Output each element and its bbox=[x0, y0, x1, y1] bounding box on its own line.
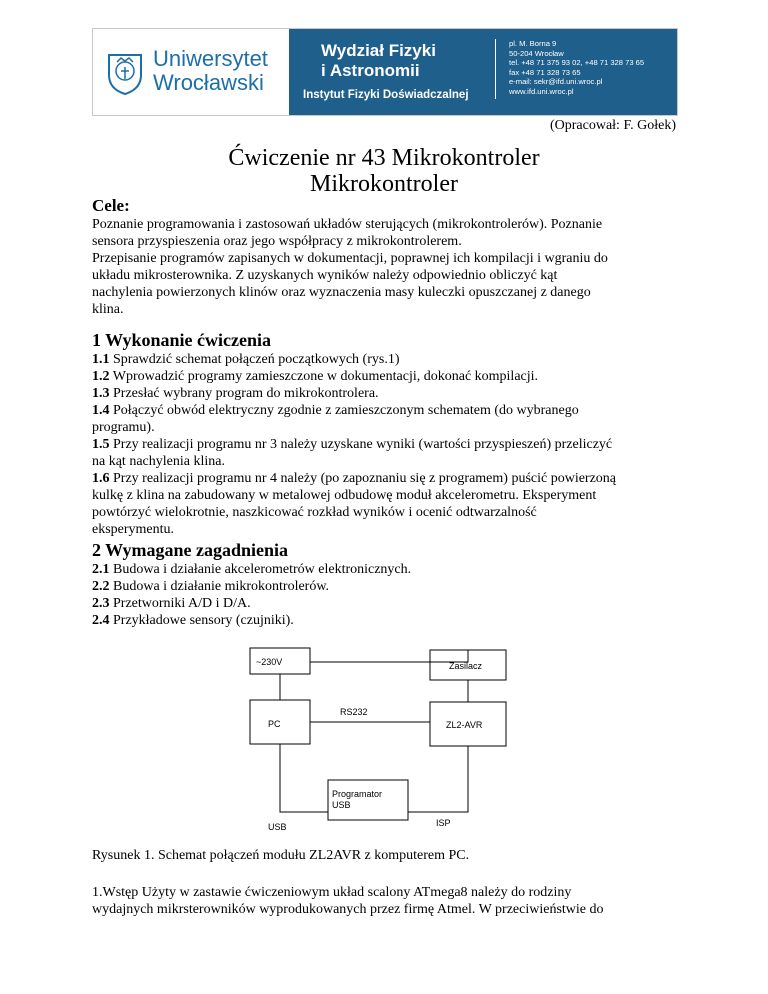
university-name: Uniwersytet Wrocławski bbox=[153, 46, 268, 95]
faculty-address: pl. M. Borna 9 50-204 Wrocław tel. +48 71 375 93 02, +48 71 328 73 65 fax +48 71 328 73 65 e-mail: sekr@ifd.uni.wroc.pl www.ifd.uni.wroc.pl bbox=[509, 39, 645, 96]
intro-text: 1.Wstęp Użyty w zastawie ćwiczeniowym układ scalony ATmega8 należy do rodziny wydajnych mikrsterowników wyprodukowanych przez firmę Atmel. W przeciwieństwie do bbox=[92, 885, 604, 917]
list-item: 2.3 Przetworniki A/D i D/A. bbox=[92, 596, 251, 611]
list-item: 1.2 Wprowadzić programy zamieszczone w dokumentacji, dokonać kompilacji. bbox=[92, 369, 539, 384]
programmer-label-1: Programator bbox=[332, 789, 383, 799]
list-item: 1.3 Przesłać wybrany program do mikrokontrolera. bbox=[92, 386, 379, 401]
psu-label: Zasilacz bbox=[449, 661, 483, 671]
usb-label: USB bbox=[268, 822, 287, 832]
list-item: eksperymentu. bbox=[92, 522, 175, 537]
page-subtitle: Mikrokontroler bbox=[310, 171, 458, 197]
list-item: powtórzyć wielokrotnie, naszkicować rozkład wyników i ocenić odtwarzalność bbox=[92, 505, 537, 520]
isp-label: ISP bbox=[436, 818, 451, 828]
institute-name: Instytut Fizyki Doświadczalnej bbox=[303, 89, 469, 101]
list-item: 1.6 Przy realizacji programu nr 4 należy (po zapoznaniu się z programem) puścić powierzoną bbox=[92, 471, 617, 486]
university-logo bbox=[93, 29, 289, 115]
university-crest-icon bbox=[105, 49, 145, 95]
wire-usb bbox=[280, 744, 328, 812]
connection-diagram bbox=[240, 640, 540, 840]
section1-heading: 1 Wykonanie ćwiczenia bbox=[92, 330, 271, 350]
faculty-name-line2: i Astronomii bbox=[321, 61, 420, 80]
faculty-block bbox=[289, 29, 677, 115]
page-title: Ćwiczenie nr 43 Mikrokontroler bbox=[228, 145, 540, 171]
list-item: 1.1 Sprawdzić schemat połączeń początkowych (rys.1) bbox=[92, 352, 400, 367]
list-item: 1.5 Przy realizacji programu nr 3 należy uzyskane wyniki (wartości przyspieszeń) przeliczyć bbox=[92, 437, 613, 452]
mains-label: ~230V bbox=[256, 657, 283, 667]
rs232-label: RS232 bbox=[340, 707, 368, 717]
list-item: kulkę z klina na zabudowany w metalowej odbudowę moduł akcelerometru. Eksperyment bbox=[92, 488, 597, 503]
list-item: 2.2 Budowa i działanie mikrokontrolerów. bbox=[92, 579, 330, 594]
wire-isp bbox=[408, 746, 468, 812]
header-divider bbox=[495, 39, 496, 99]
programmer-label-2: USB bbox=[332, 800, 351, 810]
goals-heading: Cele: bbox=[92, 196, 130, 215]
wire-mains-psu bbox=[310, 650, 468, 662]
section2-list bbox=[92, 561, 411, 629]
list-item: programu). bbox=[92, 420, 155, 435]
figure-caption: Rysunek 1. Schemat połączeń modułu ZL2AVR z komputerem PC. bbox=[92, 848, 470, 863]
header-banner bbox=[92, 28, 678, 116]
goals-text: Poznanie programowania i zastosowań układów sterujących (mikrokontrolerów). Poznanie sensora przyspieszenia oraz jego współpracy z mikrokontrolerem. Przepisanie programów zapisanych w dokumentacji, poprawnej ich kompilacji i wgraniu do układu mikrosterownika. Z uzyskanych wyników należy odpowiednio obliczyć kąt nachylenia powierzonych klinów oraz wyznaczenia masy kuleczki opuszczanej z danego klina. bbox=[92, 217, 608, 317]
author-note: (Opracował: F. Gołek) bbox=[549, 118, 676, 133]
pc-label: PC bbox=[268, 719, 281, 729]
list-item: 2.4 Przykładowe sensory (czujniki). bbox=[92, 613, 294, 628]
list-item: 2.1 Budowa i działanie akcelerometrów elektronicznych. bbox=[92, 562, 412, 577]
list-item: 1.4 Połączyć obwód elektryczny zgodnie z zamieszczonym schematem (do wybranego bbox=[92, 403, 579, 418]
section1-list bbox=[92, 351, 616, 538]
section2-heading: 2 Wymagane zagadnienia bbox=[92, 540, 289, 560]
faculty-name-line1: Wydział Fizyki bbox=[321, 41, 436, 60]
board-label: ZL2-AVR bbox=[446, 720, 483, 730]
list-item: na kąt nachylenia klina. bbox=[92, 454, 225, 469]
